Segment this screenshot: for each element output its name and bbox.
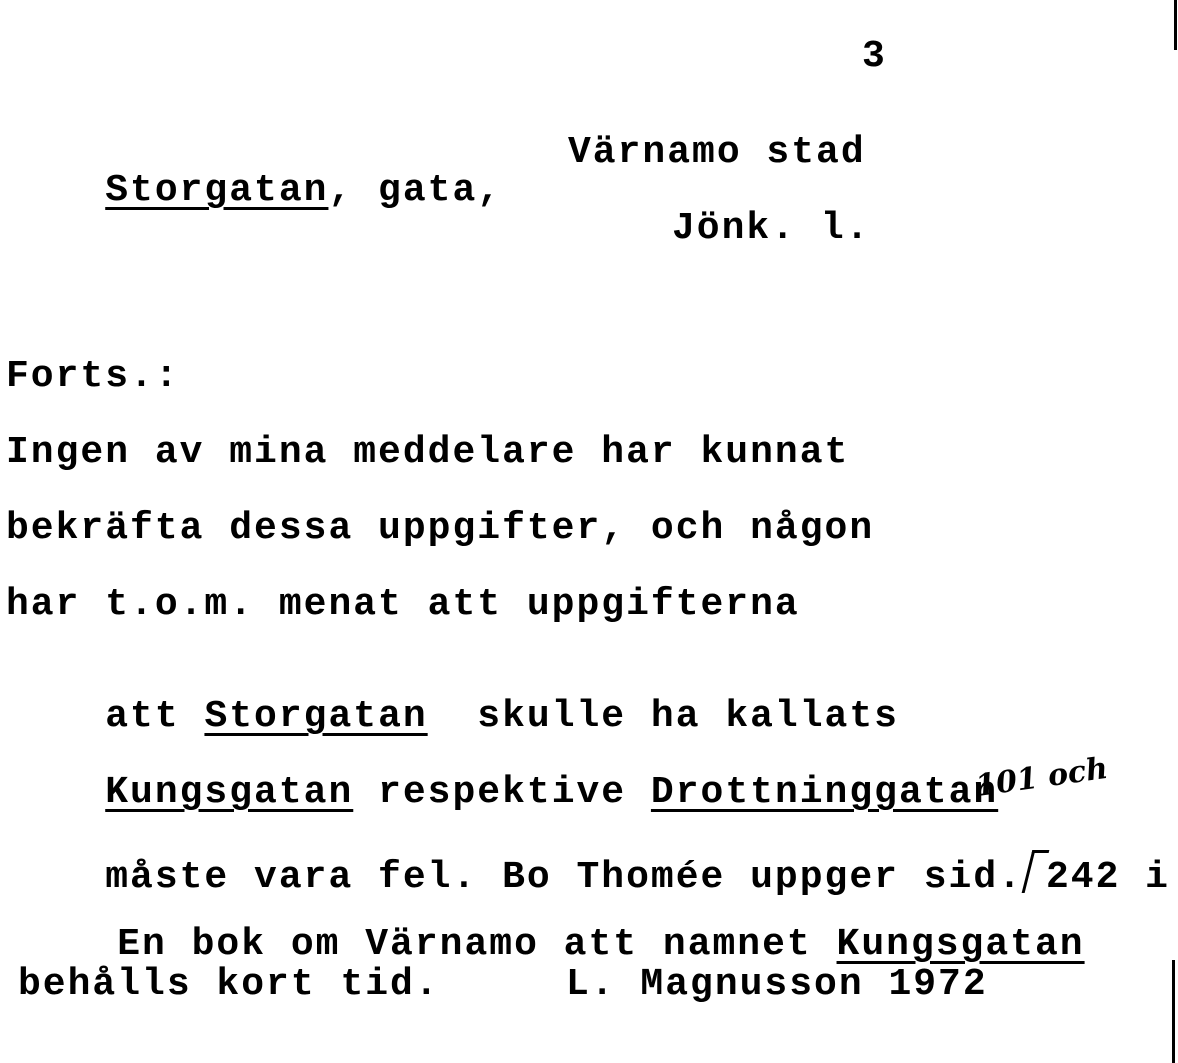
body-line-6-b: 242 i — [1045, 856, 1170, 899]
body-line-4-c: skulle ha kallats — [427, 695, 899, 738]
header-line — [6, 134, 502, 248]
card-edge-top — [1174, 0, 1177, 50]
body-line-5-b: respektive — [353, 771, 651, 814]
county-name: Jönk. l. — [672, 207, 871, 250]
signature-line: L. Magnusson 1972 — [566, 963, 988, 1006]
page-number: 3 — [862, 35, 887, 78]
body-line-5-drottninggatan: Drottninggatan — [650, 771, 999, 814]
body-line-4-a: att — [105, 695, 205, 738]
body-line-7-a: En bok om Värnamo att namnet — [117, 923, 837, 966]
town-name: Värnamo stad — [568, 131, 866, 174]
forts-label: Forts.: — [6, 355, 180, 398]
body-line-8-a: behålls kort tid. — [18, 963, 440, 1006]
body-line-7-kungsgatan: Kungsgatan — [836, 923, 1085, 966]
body-line-1: Ingen av mina meddelare har kunnat — [6, 431, 850, 474]
body-line-6-a: måste vara fel. Bo Thomée uppger sid. — [105, 856, 1023, 899]
body-line-5-kungsgatan: Kungsgatan — [105, 771, 354, 814]
handwritten-annotation: 101 och — [973, 750, 1110, 805]
card-edge-bottom — [1172, 960, 1175, 1063]
street-suffix: , gata, — [328, 169, 503, 212]
body-line-2: bekräfta dessa uppgifter, och någon — [6, 507, 875, 550]
street-name: Storgatan — [105, 169, 329, 212]
body-line-3: har t.o.m. menat att uppgifterna — [6, 583, 800, 626]
body-line-4-street: Storgatan — [204, 695, 428, 738]
